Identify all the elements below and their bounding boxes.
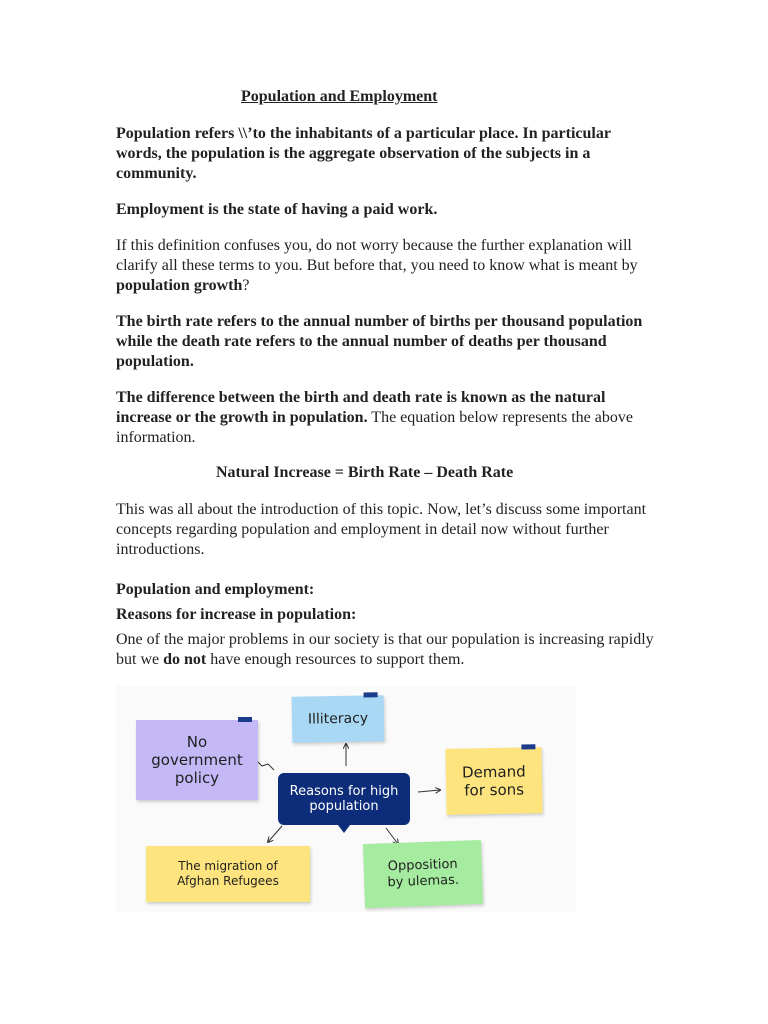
growth-intro-bold: population growth: [116, 277, 243, 294]
equation: Natural Increase = Birth Rate – Death Rate: [216, 464, 514, 481]
arrow-to-no-policy: [256, 760, 274, 770]
tape-demand-sons: [521, 744, 535, 749]
growth-intro-end: ?: [242, 277, 250, 294]
note-demand-for-sons: [445, 747, 542, 815]
note-illiteracy: [292, 695, 385, 743]
arrow-to-ulemas: [386, 828, 398, 844]
major-problem-end: have enough resources to support them.: [206, 651, 465, 668]
heading-population-employment: Population and employment:: [116, 581, 315, 598]
note-no-government-policy: [136, 720, 258, 800]
paragraph-growth-intro: [116, 236, 656, 296]
note-migration-text: The migration of Afghan Refugees: [177, 859, 279, 888]
paragraph-natural-increase: [116, 388, 656, 448]
major-problem-bold: do not: [163, 651, 207, 668]
arrow-to-demand-sons: [418, 790, 440, 792]
paragraph-employment-definition: Employment is the state of having a paid work.: [116, 201, 438, 218]
center-box-reasons: Reasons for high population: [278, 773, 410, 825]
document-title: Population and Employment: [241, 88, 438, 105]
arrow-to-migration: [268, 826, 282, 842]
paragraph-major-problem: [116, 630, 656, 670]
paragraph-birth-death-rate: The birth rate refers to the annual number of births per thousand population while the death rate refers to the annual number of deaths per thousand population.: [116, 313, 643, 370]
tape-illiteracy: [364, 692, 378, 697]
note-demand-sons-text: Demand for sons: [461, 762, 526, 800]
note-migration-refugees: [146, 846, 310, 902]
reasons-diagram: [116, 686, 576, 912]
paragraph-topic-intro: This was all about the introduction of this topic. Now, let’s discuss some important concepts regarding population and employment in detail now without further introductions.: [116, 501, 647, 558]
paragraph-population-definition: Population refers \\’to the inhabitants of a particular place. In particular words, the population is the aggregate observation of the subjects in a community.: [116, 125, 611, 182]
note-opposition-ulemas: [363, 840, 483, 908]
natural-increase-rest: The equation below represents the above information.: [116, 409, 633, 446]
note-no-policy-text: No government policy: [151, 733, 243, 787]
tape-no-policy: [238, 717, 252, 722]
heading-reasons-increase: Reasons for increase in population:: [116, 606, 357, 623]
major-problem-text: One of the major problems in our society is that our population is increasing rapidly but we: [116, 631, 654, 668]
growth-intro-text: If this definition confuses you, do not worry because the further explanation will clarify all these terms to you. But before that, you need to know what is meant by: [116, 237, 638, 274]
natural-increase-bold: The difference between the birth and death rate is known as the natural increase or the growth in population.: [116, 389, 606, 426]
note-illiteracy-text: Illiteracy: [307, 710, 369, 728]
note-ulemas-text: Opposition by ulemas.: [387, 856, 460, 891]
